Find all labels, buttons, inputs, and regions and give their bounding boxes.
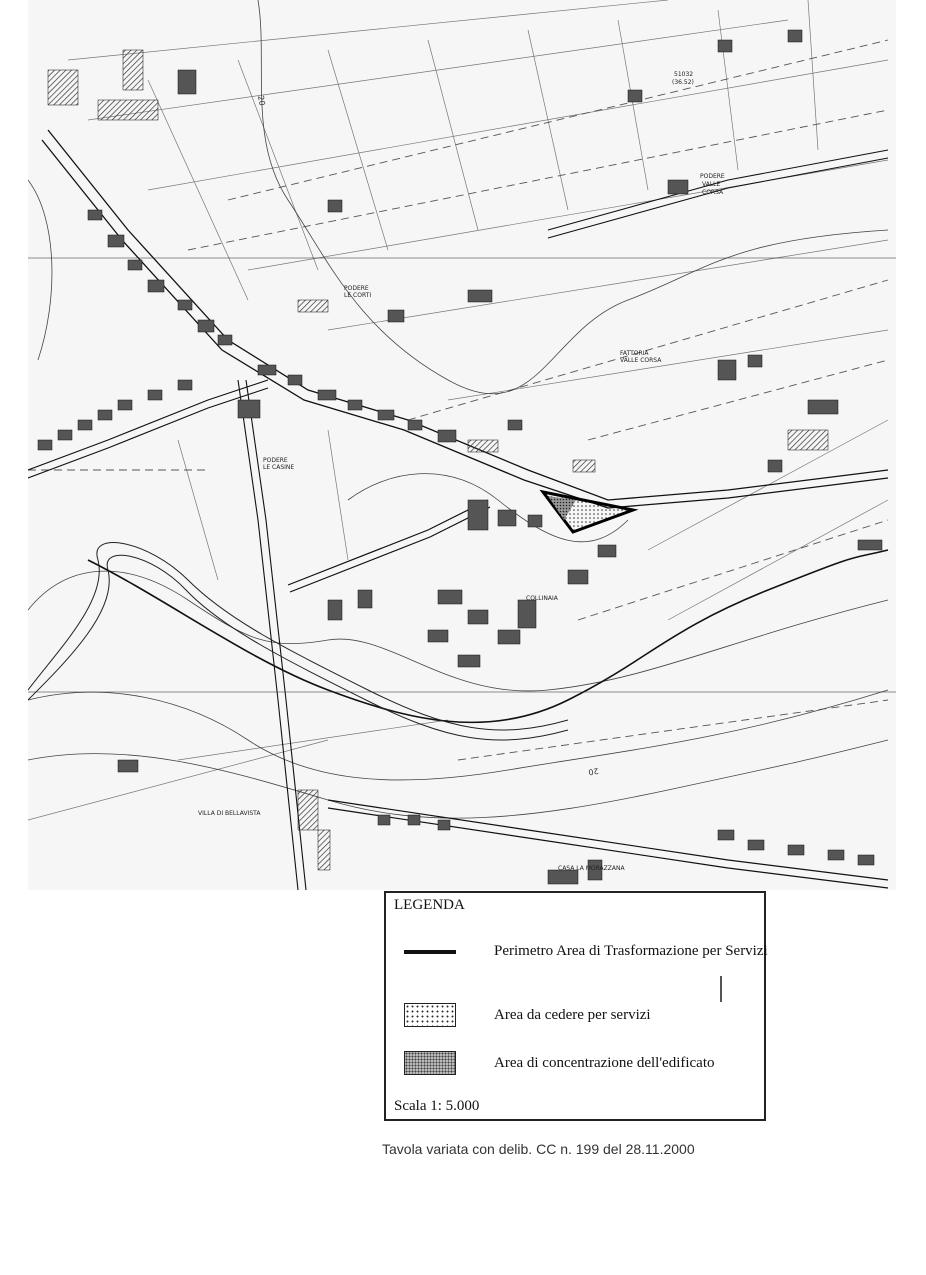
pen-mark [720, 976, 722, 1002]
legend-item-building-area [404, 1051, 784, 1075]
map-labels [198, 71, 725, 872]
label-spot-code-2: (36.52) [672, 79, 694, 86]
label-podere-corti-2: LE CORTI [344, 292, 372, 299]
label-villa-bellavista: VILLA DI BELLAVISTA [198, 810, 261, 817]
legend-item-service-area [404, 1003, 784, 1027]
label-valle-corsa-2: VALLE [702, 181, 721, 188]
legend-title: LEGENDA [394, 897, 465, 913]
label-collinaia: COLLINAIA [526, 595, 558, 602]
buildings [38, 30, 882, 884]
thick-line-symbol [404, 939, 456, 963]
dotted-fill-symbol [404, 1003, 456, 1027]
field-boundaries [28, 0, 888, 820]
contour-lines [28, 0, 888, 818]
legend-item-perimeter [404, 939, 784, 963]
map-drawing [28, 0, 896, 890]
label-fattoria-2: VALLE CORSA [620, 357, 662, 364]
label-podere-casine-2: LE CASINE [263, 464, 295, 471]
scale-label: Scala 1: 5.000 [394, 1098, 480, 1114]
label-contour-20-a: 20 [256, 94, 267, 107]
label-morazzana: CASA LA MORAZZANA [558, 865, 625, 872]
label-podere-casine-1: PODERE [263, 457, 288, 464]
footer-note: Tavola variata con delib. CC n. 199 del 28.11.2000 [382, 1141, 695, 1157]
legend-box [384, 891, 766, 1121]
river [28, 543, 568, 740]
label-fattoria-1: FATTORIA [620, 350, 649, 357]
legend-item-label: Area da cedere per servizi [494, 1007, 651, 1023]
railway [88, 550, 888, 722]
legend-item-label: Perimetro Area di Trasformazione per Servizi [494, 943, 768, 959]
main-roads [28, 130, 888, 890]
label-valle-corsa-1: PODERE [700, 173, 725, 180]
cadastral-map [28, 0, 896, 890]
label-contour-20-b: 20 [587, 766, 600, 777]
legend-item-label: Area di concentrazione dell'edificato [494, 1055, 715, 1071]
label-valle-corsa-3: CORSA [702, 189, 724, 196]
label-spot-code-1: 51032 [674, 71, 694, 78]
dense-stipple-symbol [404, 1051, 456, 1075]
label-podere-corti-1: PODERE [344, 285, 369, 292]
transformation-area [543, 492, 633, 532]
